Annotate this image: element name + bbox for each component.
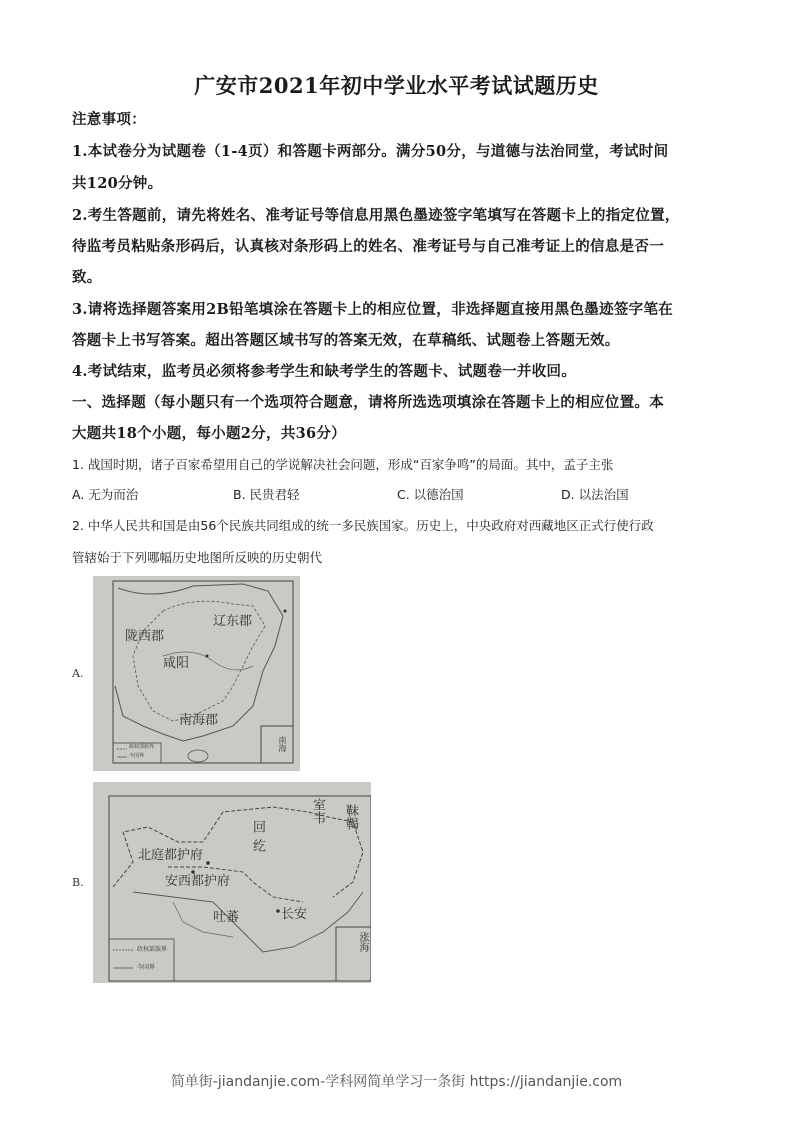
map-legend-national: 今国界 <box>129 753 145 759</box>
map-outline-icon <box>93 782 371 983</box>
map-tang-dynasty <box>93 782 371 983</box>
page-title: 广安市2021年初中学业水平考试试题历史 <box>194 73 599 98</box>
page-footer: 简单街-jiandanjie.com-学科网简单学习一条街 https://jiandanjie.com <box>170 1074 623 1090</box>
map-label-anxi: 安西都护府 <box>165 874 231 889</box>
map-label-mohe: 靺鞨 <box>343 804 358 830</box>
notice-line: 2.考生答题前，请先将姓名、准考证号等信息用黑色墨迹签字笔填写在答题卡上的指定位置， <box>72 207 680 224</box>
map-option-a-label: A. <box>72 667 84 680</box>
map-outline-icon <box>93 576 300 771</box>
map-label-huihe: 回纥 <box>250 820 265 858</box>
map-legend-boundary: 政权部族界 <box>137 946 168 953</box>
map-label-beiting: 北庭都护府 <box>138 848 204 863</box>
question-1-option-a: A. 无为而治 <box>72 487 139 502</box>
map-label-shiwei: 室韦 <box>310 798 325 824</box>
map-label-longxi: 陇西郡 <box>125 629 165 644</box>
section-heading: 大题共18个小题，每小题2分，共36分） <box>72 425 346 442</box>
map-inset-label: 涨海 <box>357 932 368 952</box>
notice-line: 3.请将选择题答案用2B铅笔填涂在答题卡上的相应位置，非选择题直接用黑色墨迹签字笔在 <box>72 301 674 318</box>
map-option-b-label: B. <box>72 876 84 889</box>
notice-line: 共120分钟。 <box>72 175 163 192</box>
question-1-option-b: B. 民贵君轻 <box>233 487 300 502</box>
map-label-liaodong: 辽东郡 <box>213 614 253 629</box>
notice-line: 答题卡上书写答案。超出答题区域书写的答案无效，在草稿纸、试题卷上答题无效。 <box>72 332 620 349</box>
notice-heading: 注意事项： <box>72 111 146 128</box>
section-heading: 一、选择题（每小题只有一个选项符合题意，请将所选选项填涂在答题卡上的相应位置。本 <box>72 394 664 411</box>
map-label-nanhai: 南海郡 <box>179 713 219 728</box>
map-inset-label: 南海 <box>278 736 287 752</box>
map-label-changan: 长安 <box>281 907 308 922</box>
map-label-xianyang: 咸阳 <box>163 656 190 671</box>
notice-line: 1.本试卷分为试题卷（1-4页）和答题卡两部分。满分50分，与道德与法治同堂，考试时间 <box>72 143 669 160</box>
question-1-option-d: D. 以法治国 <box>561 487 629 502</box>
question-2-stem: 2. 中华人民共和国是由56个民族共同组成的统一多民族国家。历史上，中央政府对西藏地区正式行使行政 <box>72 518 654 533</box>
question-2-stem: 管辖始于下列哪幅历史地图所反映的历史朝代 <box>72 550 323 565</box>
question-1-option-c: C. 以德治国 <box>397 487 464 502</box>
map-legend-national: 今国界 <box>137 964 156 971</box>
map-legend-boundary: 政权部族界 <box>129 744 155 750</box>
question-1-stem: 1. 战国时期，诸子百家希望用自己的学说解决社会问题，形成“百家争鸣”的局面。其中，孟子主张 <box>72 457 614 472</box>
map-label-tubo: 吐蕃 <box>213 910 240 925</box>
map-qin-dynasty <box>93 576 300 771</box>
notice-line: 致。 <box>72 269 102 286</box>
notice-line: 4.考试结束，监考员必须将参考学生和缺考学生的答题卡、试题卷一并收回。 <box>72 363 577 380</box>
notice-line: 待监考员粘贴条形码后，认真核对条形码上的姓名、准考证号与自己准考证上的信息是否一 <box>72 238 664 255</box>
